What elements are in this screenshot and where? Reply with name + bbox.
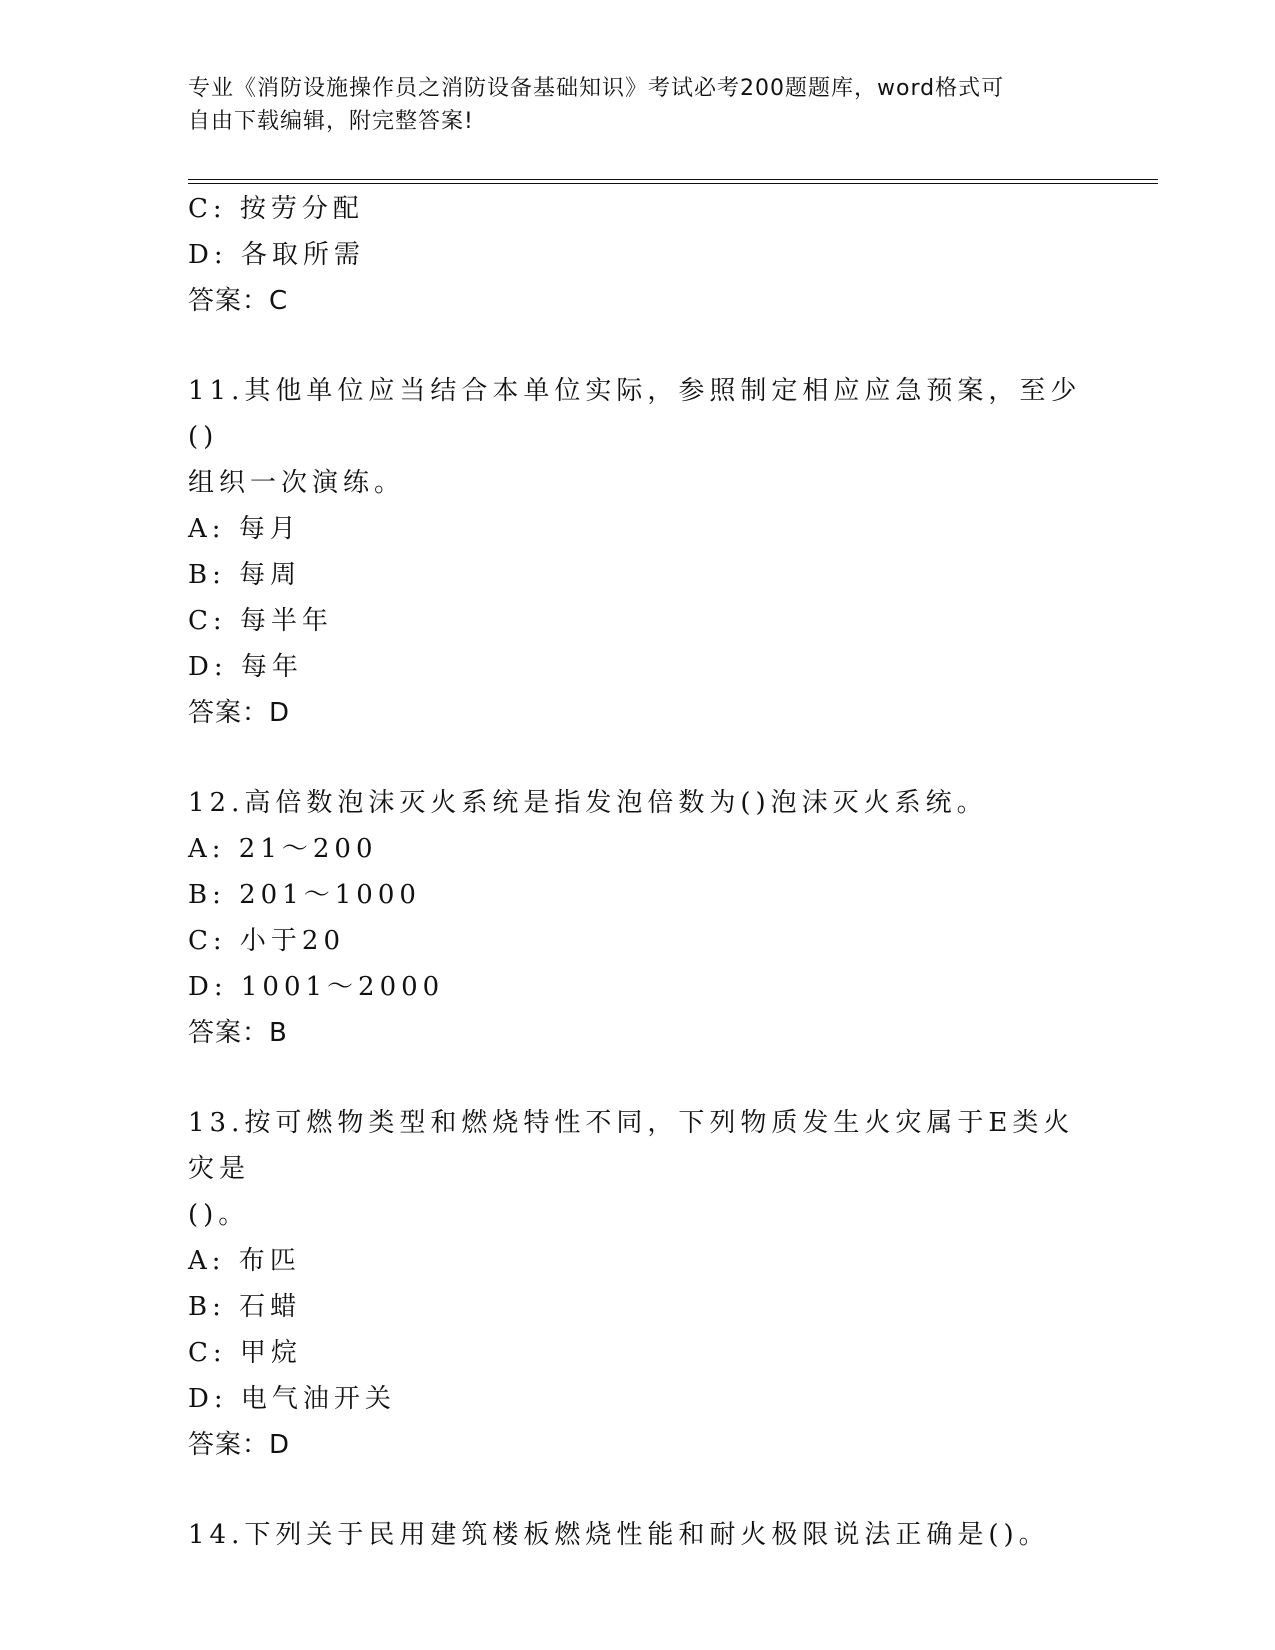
header-line-1: 专业《消防设施操作员之消防设备基础知识》考试必考200题题库，word格式可 (188, 76, 1005, 101)
option-d: D: 电气油开关 (188, 1384, 396, 1414)
option-b: B: 每周 (188, 560, 302, 590)
header-line-2: 自由下载编辑，附完整答案! (188, 109, 474, 134)
option-d: D: 1001～2000 (188, 972, 445, 1002)
option-a: A: 21～200 (188, 834, 378, 864)
option-c: C: 每半年 (188, 606, 333, 636)
header-rule-bottom (188, 183, 1158, 184)
previous-question-tail (188, 186, 1088, 324)
question-text-line-1: 13.按可燃物类型和燃烧特性不同，下列物质发生火灾属于E类火灾是 (188, 1108, 1075, 1184)
question-13 (188, 1100, 1088, 1468)
answer: 答案：D (188, 1430, 291, 1460)
question-text-line-2: 组织一次演练。 (188, 468, 406, 498)
option-b: B: 201～1000 (188, 880, 421, 910)
question-12 (188, 780, 1088, 1056)
question-text-line-2: ()。 (188, 1200, 250, 1230)
question-14 (188, 1512, 1088, 1558)
question-text-line-1: 12.高倍数泡沫灭火系统是指发泡倍数为()泡沫灭火系统。 (188, 788, 988, 818)
question-list (188, 186, 1088, 1558)
option-c: C: 甲烷 (188, 1338, 302, 1368)
answer: 答案：D (188, 698, 291, 728)
option-c: C: 按劳分配 (188, 194, 364, 224)
header-rule-top (188, 179, 1158, 180)
document-header (188, 72, 1088, 138)
option-a: A: 每月 (188, 514, 301, 544)
option-b: B: 石蜡 (188, 1292, 302, 1322)
option-a: A: 布匹 (188, 1246, 301, 1276)
option-d: D: 各取所需 (188, 240, 365, 270)
question-text-line-1: 14.下列关于民用建筑楼板燃烧性能和耐火极限说法正确是()。 (188, 1520, 1050, 1550)
question-text-line-1: 11.其他单位应当结合本单位实际，参照制定相应应急预案，至少() (188, 376, 1082, 452)
answer: 答案：C (188, 286, 289, 316)
question-11 (188, 368, 1088, 736)
option-c: C: 小于20 (188, 926, 346, 956)
option-d: D: 每年 (188, 652, 303, 682)
answer: 答案：B (188, 1018, 288, 1048)
